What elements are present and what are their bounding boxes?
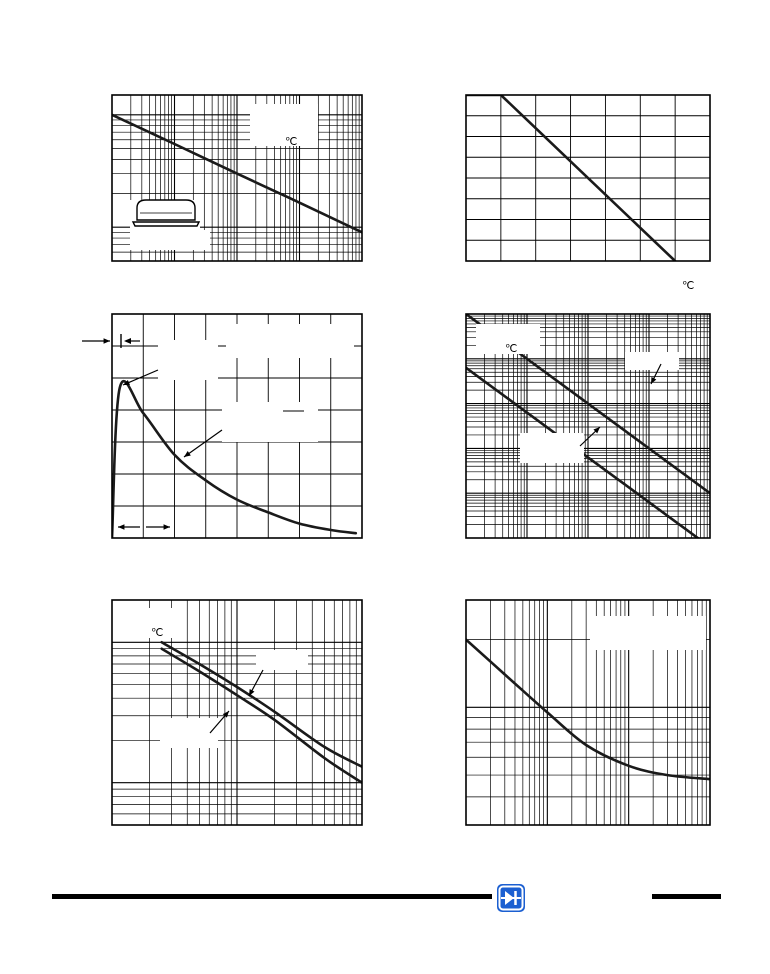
arrowhead [118, 524, 124, 529]
package-icon [130, 200, 200, 230]
series-line-1 [466, 640, 710, 780]
label-box-fig5-left [160, 718, 218, 748]
arrowhead [104, 338, 110, 343]
series-group [466, 640, 710, 780]
arrowhead [164, 524, 170, 529]
label-box-fig1-bottom [130, 230, 210, 250]
label-box-fig4-right [625, 352, 679, 370]
label-box-fig3-side [158, 340, 218, 380]
arrowhead [124, 338, 131, 344]
arrowhead [184, 451, 191, 457]
diode-logo-icon [497, 884, 525, 912]
label-box-fig3-top [226, 324, 354, 358]
footer-rule-left [52, 894, 492, 899]
label-box-fig1-top [250, 104, 318, 146]
celsius-unit: ℃ [505, 343, 518, 355]
arrow-decay [184, 430, 222, 457]
celsius-unit: ℃ [682, 280, 695, 292]
celsius-unit: ℃ [285, 136, 298, 148]
label-box-fig3-mid [222, 402, 318, 442]
label-box-fig5-right [256, 650, 308, 670]
label-box-fig4-left [520, 433, 584, 463]
footer-rule-right [652, 894, 721, 899]
celsius-unit: ℃ [151, 627, 164, 639]
label-box-fig6 [590, 616, 706, 650]
chart-fig2 [466, 95, 710, 261]
